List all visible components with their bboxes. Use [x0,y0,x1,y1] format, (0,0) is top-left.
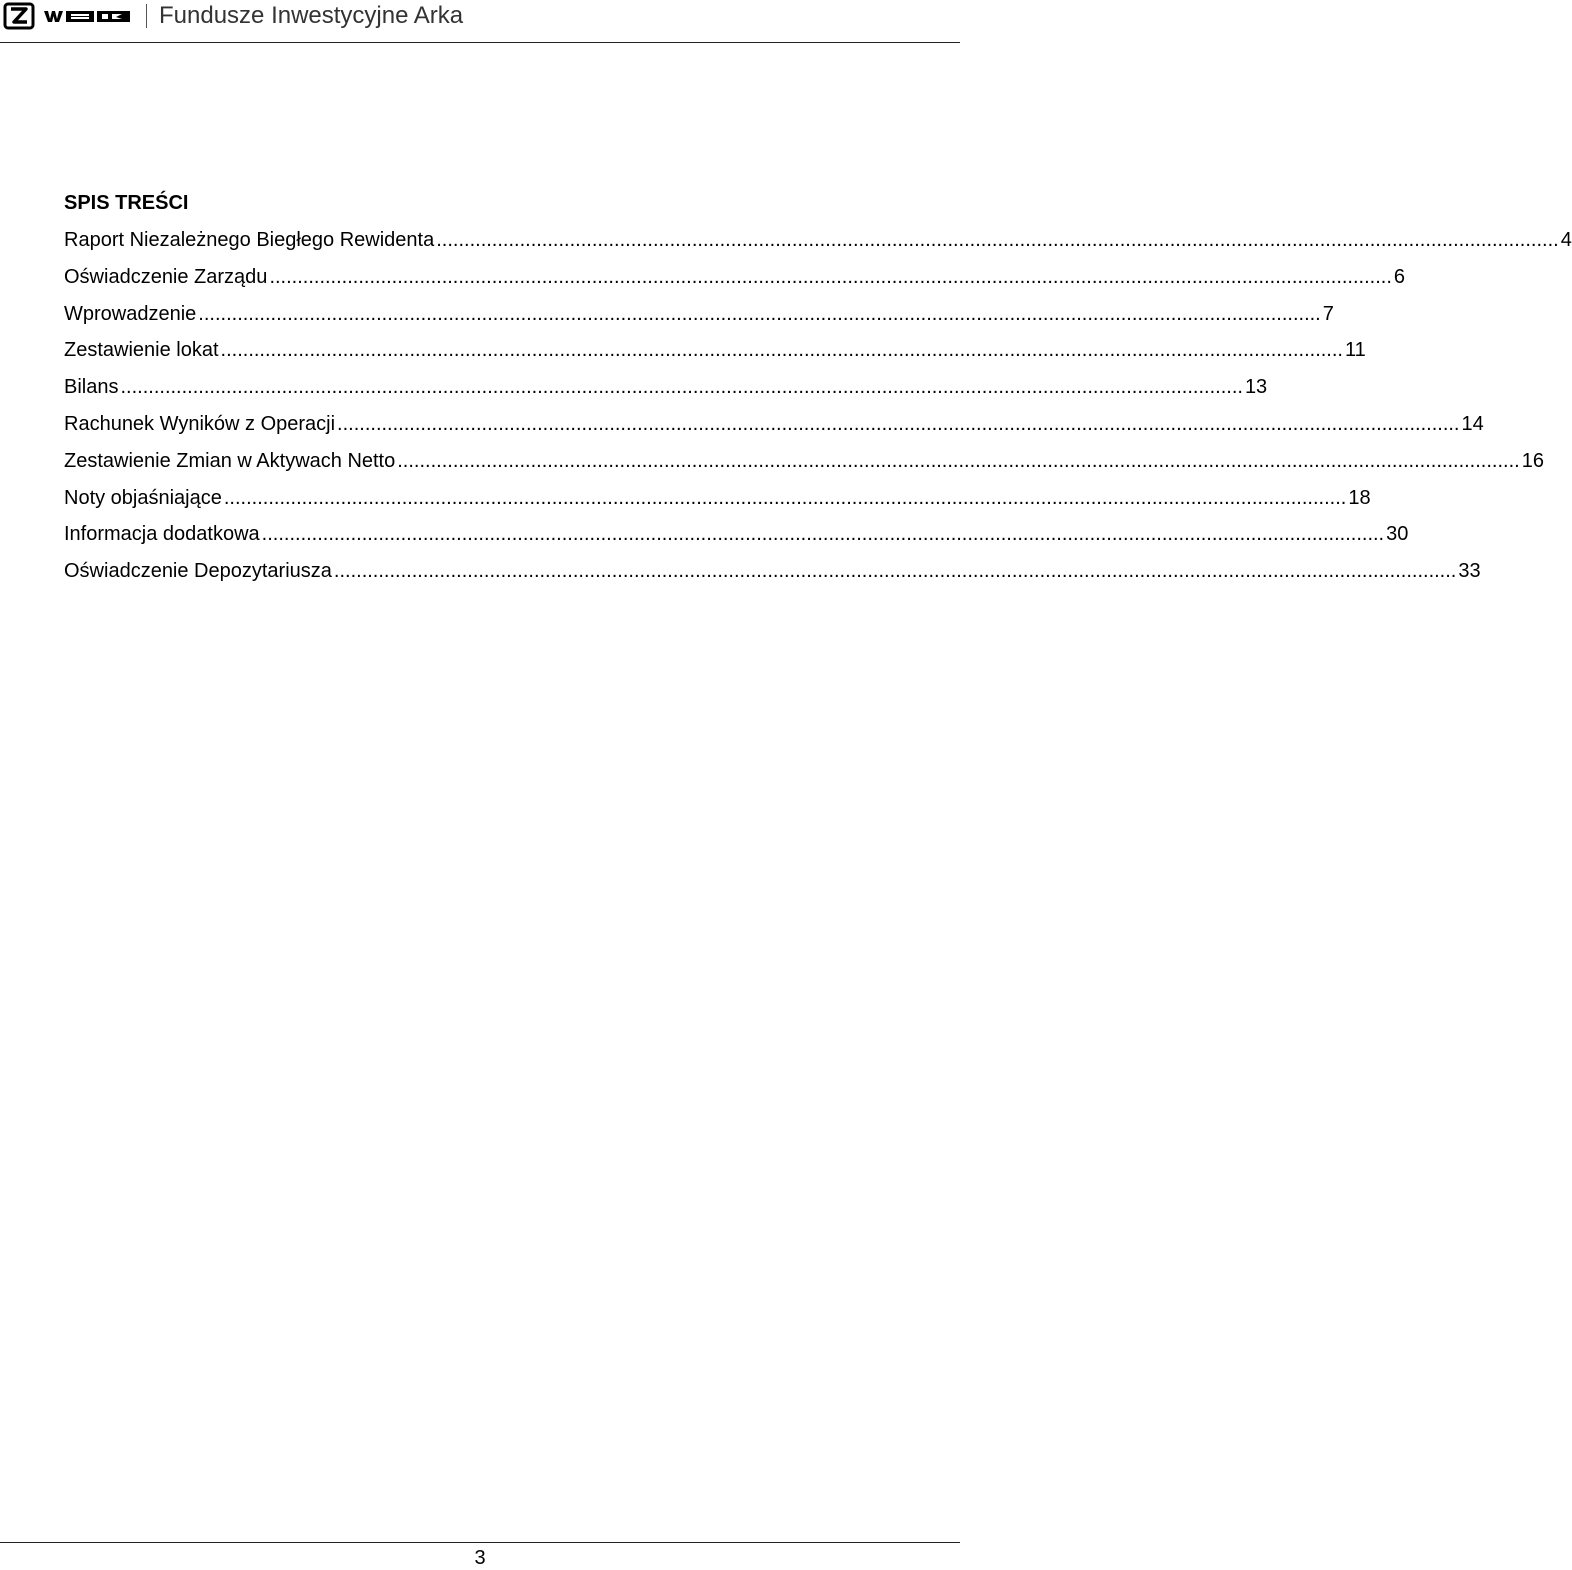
toc-entry-label: Oświadczenie Zarządu [64,265,268,288]
toc-leader: .......................................................................................................................................................................................................... [397,449,1520,472]
toc-leader: .......................................................................................................................................................................................................... [436,229,1559,251]
toc-entry-page: 16 [1521,449,1544,472]
toc-leader: .......................................................................................................................................................................................................... [269,265,1392,288]
toc-entry-label: Raport Niezależnego Biegłego Rewidenta [64,229,435,251]
toc-leader: .......................................................................................................................................................................................................... [223,486,1347,509]
toc-entry-label: Informacja dodatkowa [64,523,260,546]
toc-entry-page: 7 [1322,302,1334,325]
toc-title: SPIS TREŚCI [64,192,189,214]
header-divider [146,4,147,28]
toc-entry-wprowadzenie[interactable] [64,302,1334,339]
table-of-contents [64,228,1572,596]
toc-leader: .......................................................................................................................................................................................................... [261,523,1385,546]
toc-leader: .......................................................................................................................................................................................................... [333,560,1457,583]
toc-entry-label: Rachunek Wyników z Operacji [64,412,336,435]
toc-entry-rachunek-wynikow[interactable] [64,412,1484,449]
toc-entry-page: 11 [1344,339,1366,362]
toc-entry-page: 30 [1386,523,1409,546]
toc-leader: .......................................................................................................................................................................................................... [337,412,1460,435]
header-title: Fundusze Inwestycyjne Arka [159,2,464,29]
bz-logo-icon [4,3,34,29]
toc-entry-zestawienie-lokat[interactable] [64,338,1366,375]
toc-leader: .......................................................................................................................................................................................................... [198,302,1321,325]
footer-rule [0,1542,960,1543]
toc-entry-page: 6 [1393,265,1406,288]
toc-entry-raport[interactable] [64,228,1572,265]
toc-entry-label: Zestawienie lokat [64,339,219,362]
toc-entry-label: Noty objaśniające [64,486,222,509]
toc-entry-depozytariusz[interactable] [64,559,1481,596]
toc-entry-label: Wprowadzenie [64,302,197,325]
toc-entry-page: 4 [1560,229,1572,251]
header-rule [0,42,960,43]
toc-entry-noty[interactable] [64,486,1371,523]
toc-entry-page: 18 [1348,486,1371,509]
toc-leader: .......................................................................................................................................................................................................... [220,339,1343,362]
toc-entry-bilans[interactable] [64,375,1268,412]
toc-entry-page: 33 [1458,560,1481,583]
toc-entry-label: Bilans [64,376,119,399]
toc-entry-informacja[interactable] [64,522,1409,559]
toc-entry-page: 13 [1244,376,1268,399]
toc-entry-zestawienie-zmian[interactable] [64,449,1544,486]
toc-entry-label: Zestawienie Zmian w Aktywach Netto [64,449,396,472]
toc-leader: .......................................................................................................................................................................................................... [120,376,1243,399]
toc-entry-oswiadczenie-zarzadu[interactable] [64,265,1406,302]
page-header [0,0,960,44]
wbk-logo [44,9,130,23]
toc-entry-page: 14 [1461,412,1484,435]
page-number: 3 [474,1547,486,1569]
toc-entry-label: Oświadczenie Depozytariusza [64,560,332,583]
